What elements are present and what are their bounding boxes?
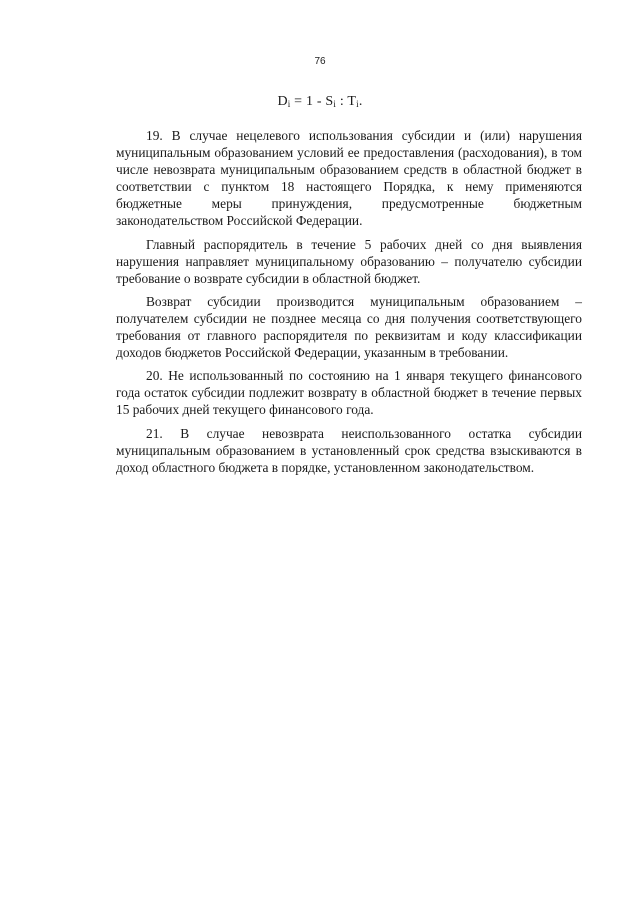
formula-d-subscript: i: [287, 99, 291, 109]
formula: [0, 94, 640, 110]
paragraph-notification: Главный распорядитель в течение 5 рабочих дней со дня выявления нарушения направляет муниципальному образованию – получателю субсидии требование о возврате субсидии в областной бюджет.: [116, 236, 582, 286]
formula-s: S: [325, 94, 334, 109]
formula-t-subscript: i: [356, 99, 359, 109]
formula-divide: :: [336, 94, 348, 109]
paragraph-item-20: 20. Не использованный по состоянию на 1 января текущего финансового года остаток субсидии подлежит возврату в областной бюджет в течение первых 15 рабочих дней текущего финансового года.: [116, 368, 582, 418]
paragraph-item-19: 19. В случае нецелевого использования субсидии и (или) нарушения муниципальным образованием условий ее предоставления (расходования), в том числе невозврата муниципальным образованием средств в областной бюджет в соответствии с пунктом 18 настоящего Порядка, к нему применяются бюджетные меры принуждения, предусмотренные бюджетным законодательством Российской Федерации.: [116, 128, 582, 229]
body-text: [116, 127, 582, 476]
formula-one: 1: [305, 94, 314, 109]
page-number: 76: [314, 56, 326, 67]
paragraph-refund: Возврат субсидии производится муниципальным образованием – получателем субсидии не позднее месяца со дня получения соответствующего требования от главного распорядителя по реквизитам и коду классификации доходов бюджетов Российской Федерации, указанным в требовании.: [116, 293, 582, 361]
paragraph-item-21: 21. В случае невозврата неиспользованного остатка субсидии муниципальным образованием в установленный срок средства взыскиваются в доход областного бюджета в порядке, установленном законодательством.: [116, 425, 582, 475]
formula-s-subscript: i: [333, 99, 337, 109]
formula-t: T: [347, 94, 357, 109]
formula-d: D: [277, 94, 288, 109]
formula-minus: -: [313, 94, 326, 109]
formula-equals: =: [290, 94, 306, 109]
formula-end: .: [358, 94, 363, 109]
